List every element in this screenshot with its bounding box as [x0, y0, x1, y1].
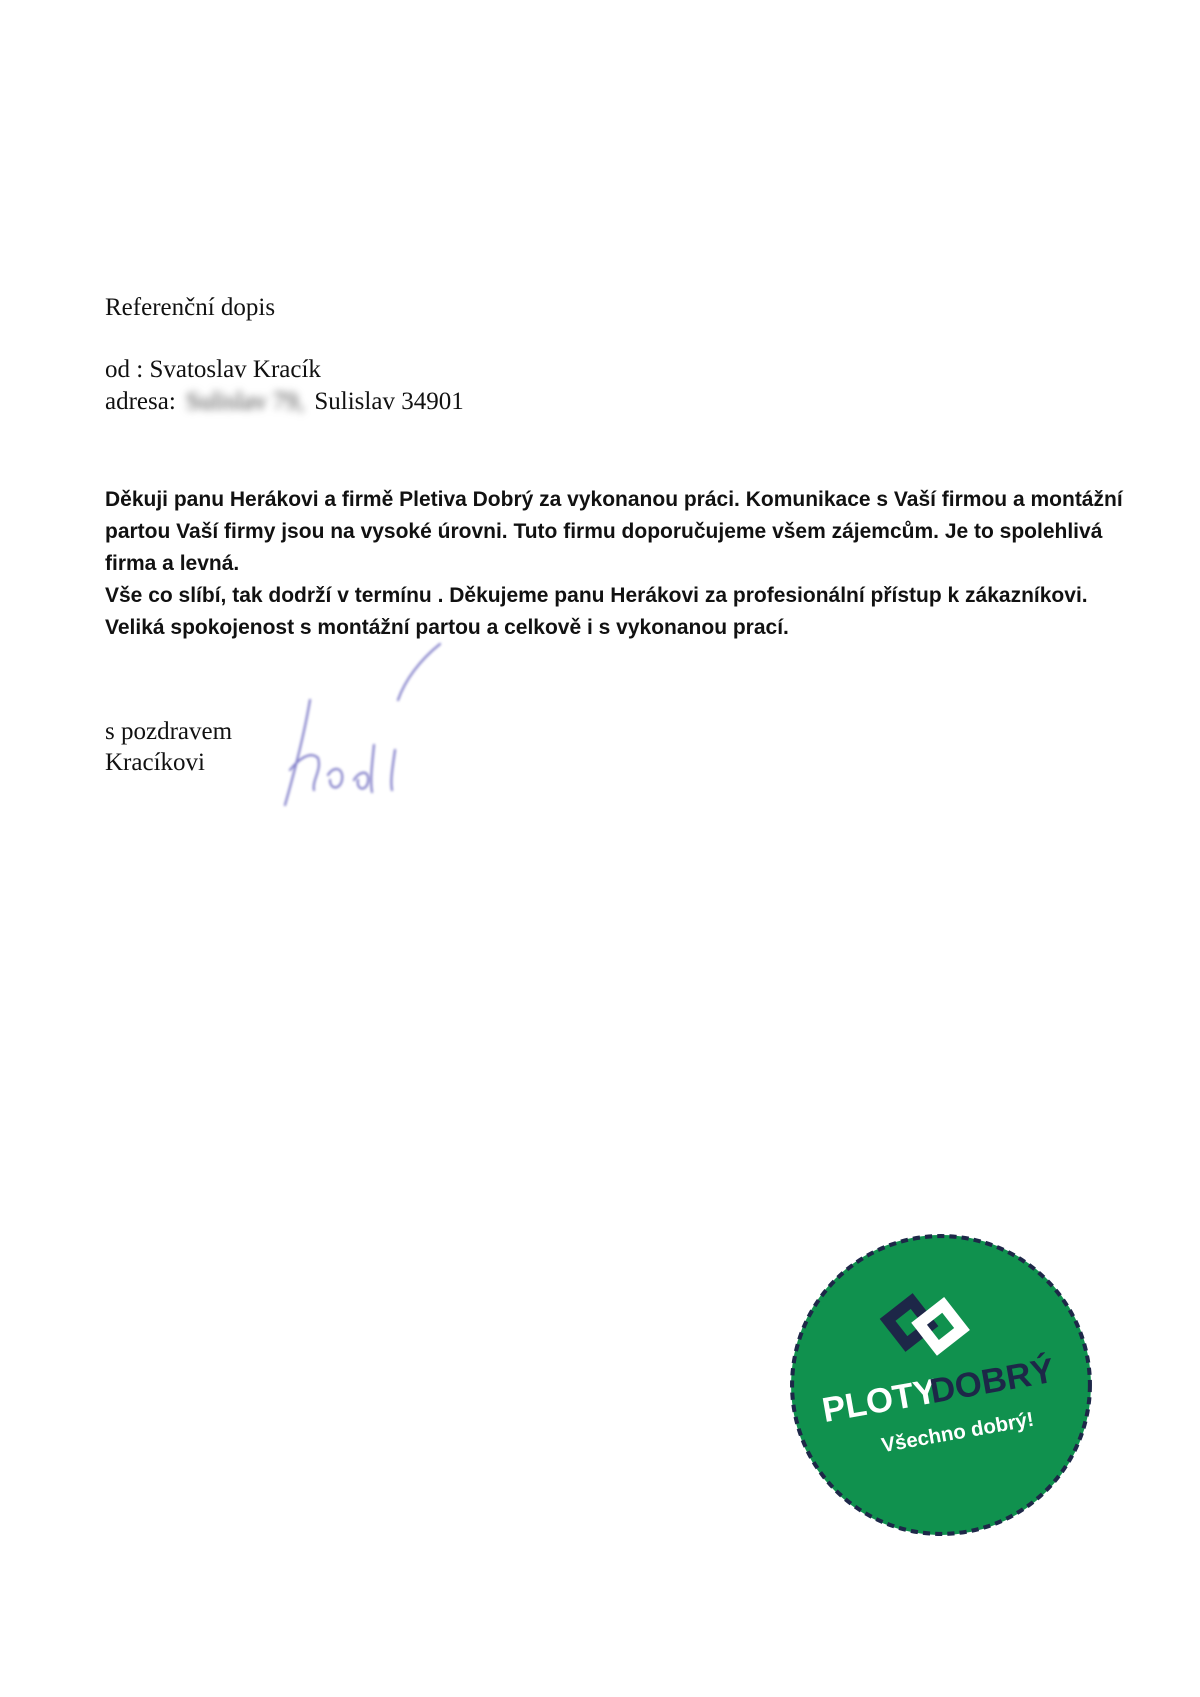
stamp-word-ploty: PLOTY	[819, 1372, 940, 1430]
closing-block	[105, 716, 232, 778]
closing-greeting: s pozdravem	[105, 718, 233, 745]
ploty-dobry-stamp	[788, 1232, 1094, 1538]
handwritten-signature	[270, 640, 450, 830]
letter-body	[105, 484, 1125, 644]
stamp-word-dobry: DOBRÝ	[927, 1351, 1058, 1411]
signatory-name: Kracíkovi	[105, 749, 205, 776]
address-street-redacted: Sulislav 79,	[186, 388, 305, 415]
letter-title: Referenční dopis	[105, 294, 276, 321]
address-line	[105, 388, 464, 416]
stamp-slogan: Všechno dobrý!	[879, 1408, 1036, 1458]
address-city: Sulislav 34901	[314, 388, 464, 415]
body-paragraph: Děkuji panu Herákovi a firmě Pletiva Dobrý za vykonanou práci. Komunikace s Vaší firmou a montážní partou Vaší firmy jsou na vysoké úrovni. Tuto firmu doporučujeme všem zájemcům. Je to spolehlivá firma a levná.	[105, 488, 1123, 575]
address-label: adresa:	[105, 388, 176, 415]
body-paragraph: Veliká spokojenost s montážní partou a celkově i s vykonanou prací.	[105, 616, 789, 639]
from-line: od : Svatoslav Kracík	[105, 356, 321, 383]
body-paragraph: Vše co slíbí, tak dodrží v termínu . Děkujeme panu Herákovi za profesionální přístup k zákazníkovi.	[105, 584, 1088, 607]
